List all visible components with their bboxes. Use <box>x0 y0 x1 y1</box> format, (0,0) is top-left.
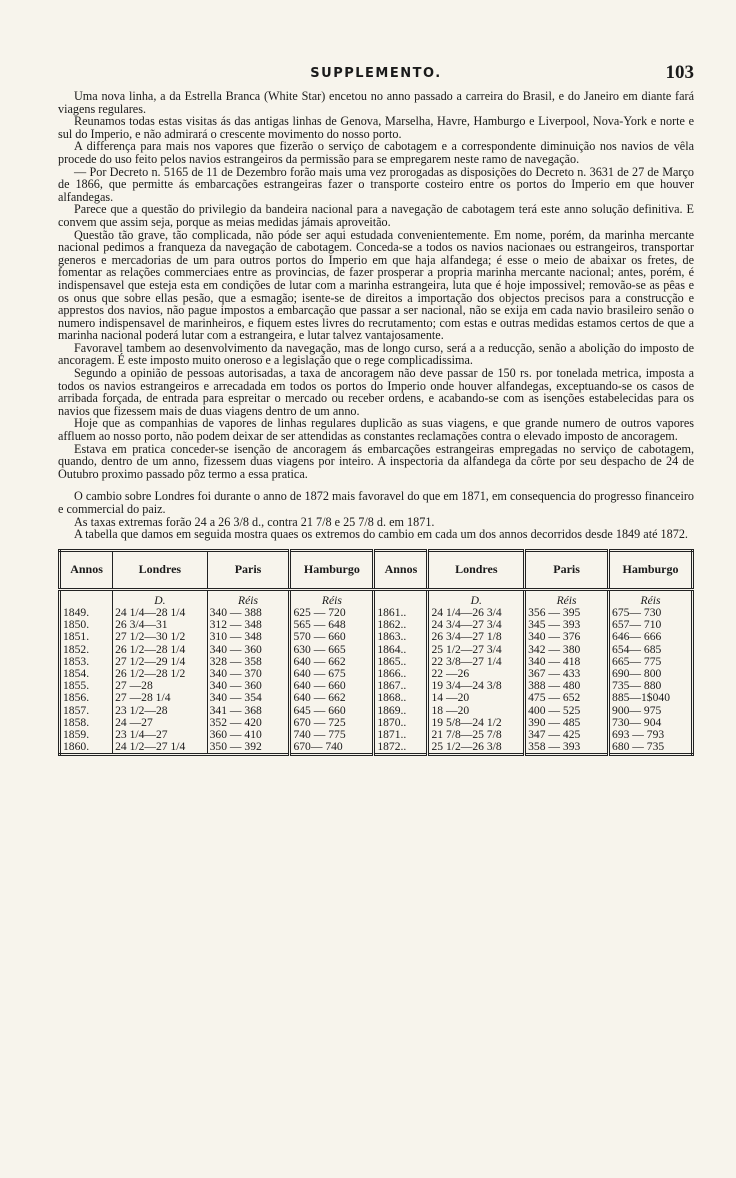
table-cell: 340 — 376 <box>525 631 609 643</box>
table-cell: 356 — 395 <box>525 607 609 619</box>
table-cell: 27 1/2—29 1/4 <box>113 656 208 668</box>
table-cell: 675— 730 <box>609 607 693 619</box>
table-cell: 24 1/4—28 1/4 <box>113 607 208 619</box>
page-header <box>58 62 694 90</box>
table-cell: 27 —28 1/4 <box>113 692 208 704</box>
table-cell: 341 — 368 <box>207 705 290 717</box>
table-header-row <box>60 550 693 589</box>
table-cell: 24 1/2—27 1/4 <box>113 741 208 755</box>
table-cell: 1860. <box>63 740 90 754</box>
table-cell: 645 — 660 <box>290 705 374 717</box>
table-cell: 390 — 485 <box>525 717 609 729</box>
table-cell: 640 — 675 <box>290 668 374 680</box>
table-row <box>60 705 693 717</box>
table-cell: 665— 775 <box>609 656 693 668</box>
unit-cell: Réis <box>290 589 374 607</box>
table-cell: 19 5/8—24 1/2 <box>428 717 525 729</box>
table-cell: 347 — 425 <box>525 729 609 741</box>
col-header: Annos <box>374 550 428 589</box>
table-cell: 22 3/8—27 1/4 <box>428 656 525 668</box>
units-row <box>60 589 693 607</box>
table-cell: 1862.. <box>374 619 428 631</box>
table-cell: 1852. <box>63 642 90 656</box>
unit-cell <box>374 589 428 607</box>
table-cell: 1855. <box>63 679 90 693</box>
table-cell: 350 — 392 <box>207 741 290 755</box>
table-cell: 693 — 793 <box>609 729 693 741</box>
table-cell: 342 — 380 <box>525 644 609 656</box>
unit-cell: Réis <box>207 589 290 607</box>
col-header: Londres <box>113 550 208 589</box>
table-cell: 1853. <box>63 654 90 668</box>
table-cell: 1863.. <box>374 631 428 643</box>
col-header: Paris <box>207 550 290 589</box>
body-text <box>58 90 694 541</box>
page <box>58 62 694 756</box>
table-cell: 19 3/4—24 3/8 <box>428 680 525 692</box>
table-cell: 1854. <box>63 667 90 680</box>
table-cell: 1850. <box>63 618 90 632</box>
table-cell: 23 1/2—28 <box>113 705 208 717</box>
exchange-table <box>58 549 694 757</box>
paragraph: Segundo a opinião de pessoas autorisadas, a taxa de ancoragem não deve passar de 150 rs. por tonelada metrica, imposta a todos os navios estrangeiros e arrecadada em todos os portos do Imperio onde houver alfandegas, exceptuando-se os casos de arribada forçada, de entrada para espreitar o mercado ou receber ordens, e acabando-se com as isenções estabelecidas para os navios que fizessem mais de duas viagens dentro de um anno. <box>58 366 694 418</box>
table-cell: 1857. <box>63 703 90 717</box>
table-cell: 1859. <box>63 728 90 742</box>
table-cell: 680 — 735 <box>609 741 693 755</box>
table-cell: 657— 710 <box>609 619 693 631</box>
paragraph: Reunamos todas estas visitas ás das antigas linhas de Genova, Marselha, Havre, Hamburgo e Liverpool, Nova-York e norte e sul do Imperio, e não admirará o crescente movimento do nosso porto. <box>58 114 694 141</box>
table-cell: 18 —20 <box>428 705 525 717</box>
paragraph: — Por Decreto n. 5165 de 11 de Dezembro forão mais uma vez prorogadas as disposições do Decreto n. 3631 de 27 de Março de 1866, que permitte ás embarcações estrangeiras fazer o transporte costeiro entre os portos do Imperio em que houver alfandegas. <box>58 164 694 204</box>
table-cell: 367 — 433 <box>525 668 609 680</box>
table-cell: 360 — 410 <box>207 729 290 741</box>
table-cell: 1867.. <box>374 680 428 692</box>
paragraph: Hoje que as companhias de vapores de linhas regulares duplicão as suas viagens, e que grande numero de outros vapores affluem ao nosso porto, não podem deixar de ser attendidas as constantes reclamações contra o elevado imposto de ancoragem. <box>58 416 694 444</box>
unit-cell <box>60 589 113 607</box>
table-cell: 885—1$040 <box>609 692 693 704</box>
paragraph: A tabella que damos em seguida mostra quaes os extremos do cambio em cada um dos annos decorridos desde 1849 até 1872. <box>74 527 688 542</box>
paragraph: A differença para mais nos vapores que fizerão o serviço de cabotagem e a correspondente diminuição nos navios de vêla procede do uso feito pelos navios estrangeiros da permissão para se empregarem neste ramo de navegação. <box>58 139 694 166</box>
table-cell: 1871.. <box>374 729 428 741</box>
table-row <box>60 668 693 680</box>
table-cell: 340 — 360 <box>207 680 290 692</box>
table-row <box>60 692 693 704</box>
table-cell: 640 — 662 <box>290 656 374 668</box>
paragraph: Parece que a questão do privilegio da bandeira nacional para a navegação de cabotagem terá este anno solução definitiva. E convem que assim seja, porque as meias medidas jámais aproveitão. <box>58 202 694 229</box>
table-cell: 26 1/2—28 1/2 <box>113 668 208 680</box>
col-header: Hamburgo <box>290 550 374 589</box>
table-cell: 1864.. <box>374 644 428 656</box>
table-cell: 27 —28 <box>113 680 208 692</box>
table-cell: 625 — 720 <box>290 607 374 619</box>
table-cell: 1865.. <box>374 656 428 668</box>
table-cell: 1869.. <box>374 705 428 717</box>
table-cell: 22 —26 <box>428 668 525 680</box>
table-cell: 26 1/2—28 1/4 <box>113 644 208 656</box>
paragraph: O cambio sobre Londres foi durante o anno de 1872 mais favoravel do que em 1871, em consequencia do progresso financeiro e commercial do paiz. <box>58 489 694 516</box>
unit-cell: D. <box>428 589 525 607</box>
table-cell: 1849. <box>63 605 90 619</box>
table-cell: 670 — 725 <box>290 717 374 729</box>
table-cell: 570 — 660 <box>290 631 374 643</box>
table-cell: 640 — 662 <box>290 692 374 704</box>
table-cell: 735— 880 <box>609 680 693 692</box>
table-cell: 475 — 652 <box>525 692 609 704</box>
table-cell: 630 — 665 <box>290 644 374 656</box>
table-cell: 400 — 525 <box>525 705 609 717</box>
table-cell: 900— 975 <box>609 705 693 717</box>
table-cell: 340 — 370 <box>207 668 290 680</box>
table-cell: 340 — 418 <box>525 656 609 668</box>
table-cell: 740 — 775 <box>290 729 374 741</box>
page-number: 103 <box>665 62 694 83</box>
table-cell: 26 3/4—31 <box>113 619 208 631</box>
table-cell: 565 — 648 <box>290 619 374 631</box>
table-cell: 1858. <box>63 715 90 729</box>
page-title: SUPPLEMENTO. <box>310 66 442 81</box>
paragraph: Favoravel tambem ao desenvolvimento da navegação, mas de longo curso, será a a reducção, senão a abolição do imposto de ancoragem. É este imposto muito oneroso e a legislação que o rege complicadissima. <box>58 340 694 368</box>
table-row <box>60 631 693 643</box>
table-cell: 345 — 393 <box>525 619 609 631</box>
table-cell: 312 — 348 <box>207 619 290 631</box>
table-cell: 1861.. <box>374 607 428 619</box>
table-cell: 1870.. <box>374 717 428 729</box>
table-cell: 26 3/4—27 1/8 <box>428 631 525 643</box>
table-cell: 328 — 358 <box>207 656 290 668</box>
table-cell: 340 — 354 <box>207 692 290 704</box>
table-cell: 352 — 420 <box>207 717 290 729</box>
table-cell: 27 1/2—30 1/2 <box>113 631 208 643</box>
col-header: Londres <box>428 550 525 589</box>
table-cell: 730— 904 <box>609 717 693 729</box>
table-cell: 640 — 660 <box>290 680 374 692</box>
table-cell: 358 — 393 <box>525 741 609 755</box>
table-cell: 24 —27 <box>113 717 208 729</box>
col-header: Hamburgo <box>609 550 693 589</box>
table-cell: 654— 685 <box>609 644 693 656</box>
col-header: Paris <box>525 550 609 589</box>
table-cell: 21 7/8—25 7/8 <box>428 729 525 741</box>
unit-cell: Réis <box>525 589 609 607</box>
table-cell: 1868.. <box>374 692 428 704</box>
paragraph: Estava em pratica conceder-se isenção de ancoragem ás embarcações estrangeiras empregadas no serviço de cabotagem, quando, dentro de um anno, fizessem duas viagens por inteiro. A inspectoria da alfandega da côrte por seu despacho de 24 de Outubro proximo passado pôz termo a essa pratica. <box>58 441 694 481</box>
table-cell: 310 — 348 <box>207 631 290 643</box>
unit-cell: Réis <box>609 589 693 607</box>
table-cell: 340 — 360 <box>207 644 290 656</box>
table-cell: 646— 666 <box>609 631 693 643</box>
table-cell: 23 1/4—27 <box>113 729 208 741</box>
table-row <box>60 644 693 656</box>
paragraph: As taxas extremas forão 24 a 26 3/8 d., contra 21 7/8 e 25 7/8 d. em 1871. <box>74 514 435 529</box>
table-cell: 388 — 480 <box>525 680 609 692</box>
table-cell: 1851. <box>63 630 90 644</box>
table-cell: 1856. <box>63 691 90 705</box>
table-cell: 24 1/4—26 3/4 <box>428 607 525 619</box>
table-cell: 690— 800 <box>609 668 693 680</box>
table-cell: 1866.. <box>374 668 428 680</box>
unit-cell: D. <box>113 589 208 607</box>
table-cell: 340 — 388 <box>207 607 290 619</box>
table-cell: 670— 740 <box>290 741 374 755</box>
table-cell: 25 1/2—26 3/8 <box>428 741 525 755</box>
table-cell: 25 1/2—27 3/4 <box>428 644 525 656</box>
table-cell: 24 3/4—27 3/4 <box>428 619 525 631</box>
paragraph: Uma nova linha, a da Estrella Branca (White Star) encetou no anno passado a carreira do Brasil, e do Janeiro em diante fará viagens regulares. <box>58 89 694 116</box>
paragraph: Questão tão grave, tão complicada, não póde ser aqui estudada convenientemente. Em nome, porém, da marinha mercante nacional pedimos a franqueza da navegação de cabotagem. Conceda-se a todos os navios nacionaes ou estrangeiros, transportar generos e mercadorias de um para outros portos do Imperio em que haja alfandega; é esse o meio de abaixar os fretes, de fomentar as relações commerciaes entre as provincias, de fazer prosperar a propria marinha mercante nacional; antes, porém, é indispensavel que esteja esta em condições de lutar com a marinha estrangeira, luta que é hoje impossivel; removão-se as pêas e os onus que sobre ellas pesão, que a esmagão; isente-se de direitos a importação dos objectos precisos para a construcção e apprestos dos navios, não pague impostos a embarcação que passar a ser nacional, não se exija em cada navio brasileiro senão o numero indispensavel de marinheiros, e fiquem estes livres do recrutamento; com estas e outras medidas estamos certos de que a marinha nacional poderá lutar com a estrangeira, e lutar talvez vantajosamente. <box>58 227 694 343</box>
table-cell: 14 —20 <box>428 692 525 704</box>
table-row <box>60 741 693 755</box>
col-header: Annos <box>60 550 113 589</box>
table-cell: 1872.. <box>374 741 428 755</box>
